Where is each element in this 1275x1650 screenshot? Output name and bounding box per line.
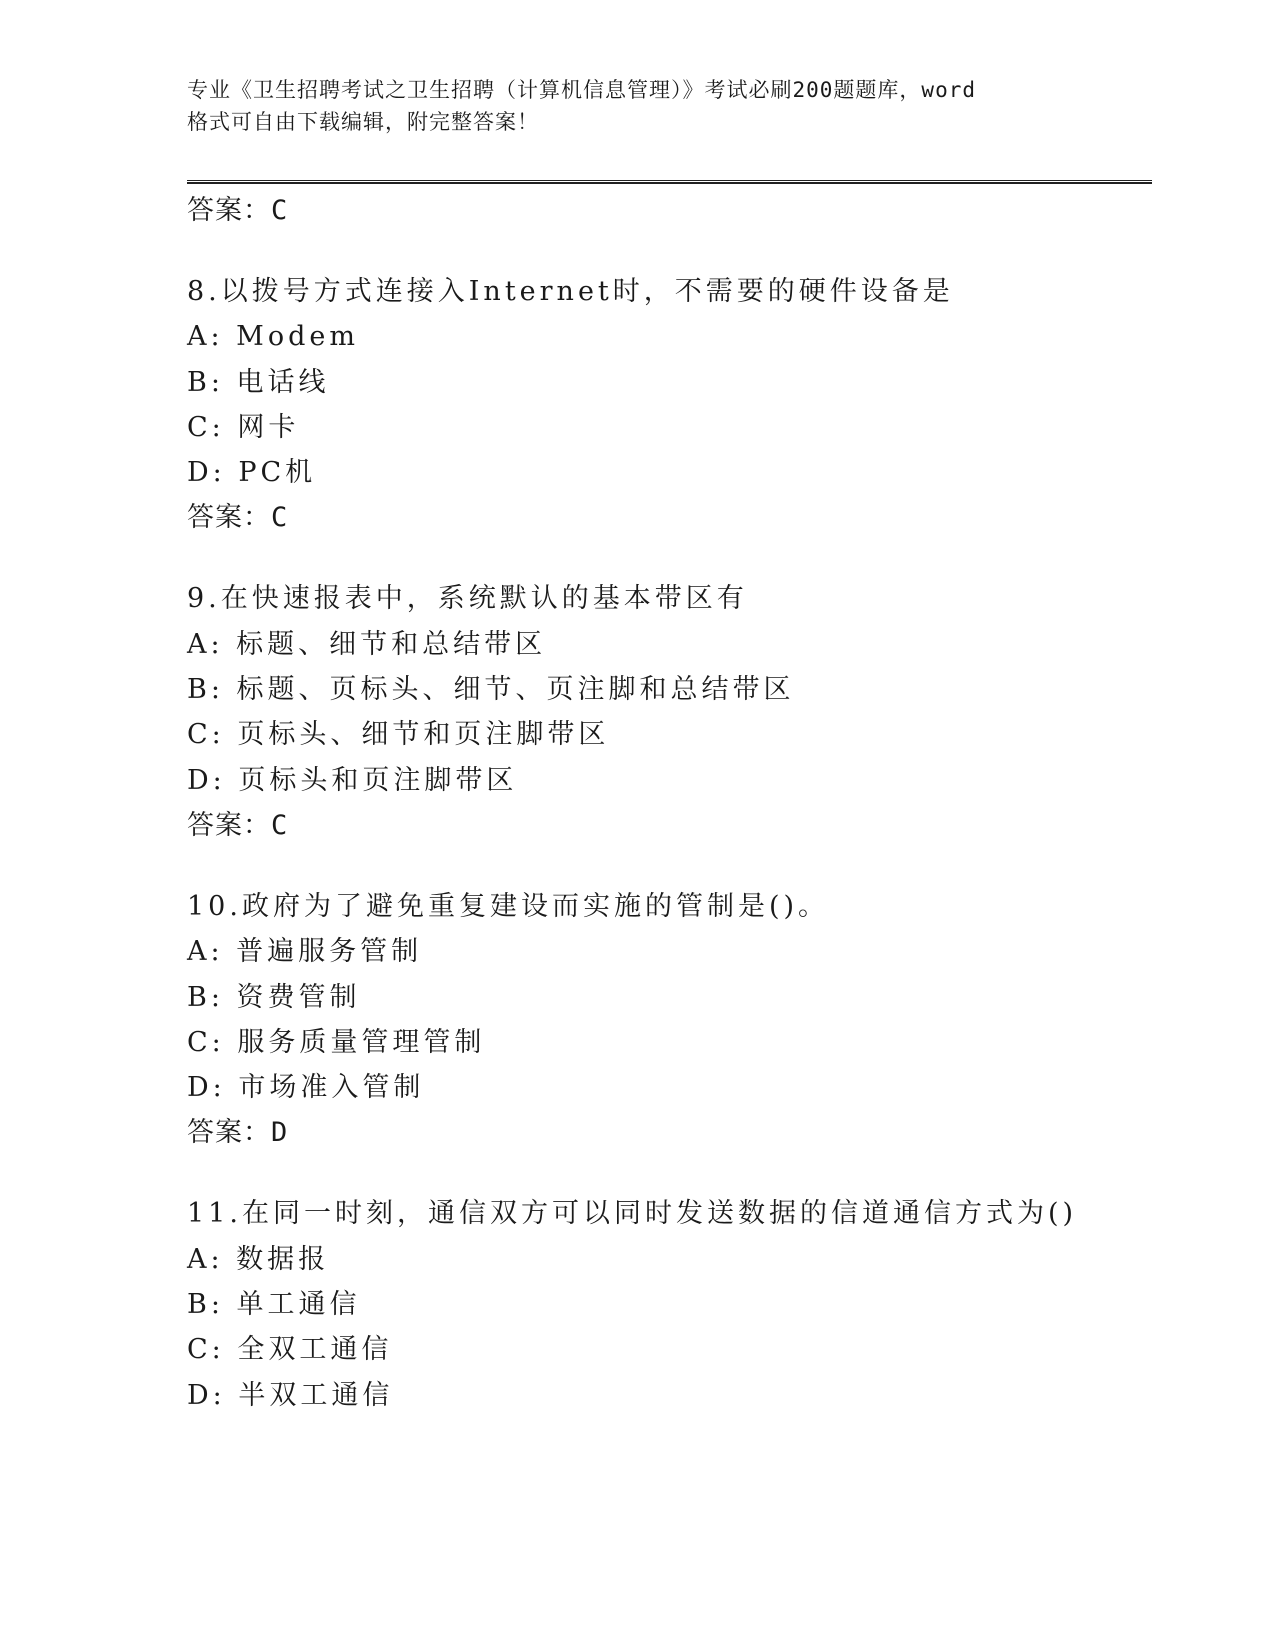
question-stem: 8.以拨号方式连接入Internet时，不需要的硬件设备是 xyxy=(187,276,954,307)
question-stem: 9.在快速报表中，系统默认的基本带区有 xyxy=(187,583,748,615)
option-d: D: 半双工通信 xyxy=(187,1379,394,1411)
answer-line: 答案：C xyxy=(187,809,289,841)
header-line-2: 格式可自由下载编辑，附完整答案！ xyxy=(187,110,539,134)
option-b: B: 电话线 xyxy=(187,366,330,398)
question-stem: 11.在同一时刻，通信双方可以同时发送数据的信道通信方式为() xyxy=(187,1198,1078,1230)
option-b: B: 标题、页标头、细节、页注脚和总结带区 xyxy=(187,674,795,706)
option-d: D: 市场准入管制 xyxy=(187,1072,425,1104)
option-b: B: 资费管制 xyxy=(187,981,361,1013)
option-b: B: 单工通信 xyxy=(187,1289,361,1321)
option-a: A: 普遍服务管制 xyxy=(187,936,423,968)
question-8 xyxy=(187,276,1152,534)
header-divider xyxy=(187,180,1152,184)
question-stem: 10.政府为了避免重复建设而实施的管制是()。 xyxy=(187,890,830,922)
answer-line: 答案：C xyxy=(187,502,289,534)
option-d: D: 页标头和页注脚带区 xyxy=(187,764,518,796)
option-c: C: 网卡 xyxy=(187,411,300,443)
question-11 xyxy=(187,1198,1152,1411)
header-line-1: 专业《卫生招聘考试之卫生招聘（计算机信息管理）》考试必刷200题题库，word xyxy=(187,78,976,102)
option-d: D: PC机 xyxy=(187,457,317,489)
option-c: C: 页标头、细节和页注脚带区 xyxy=(187,719,610,751)
answer-line: 答案：D xyxy=(187,1117,289,1149)
option-a: A: Modem xyxy=(187,321,359,353)
question-10 xyxy=(187,891,1152,1149)
document-header xyxy=(187,74,1087,138)
option-c: C: 服务质量管理管制 xyxy=(187,1026,486,1058)
question-9 xyxy=(187,583,1152,841)
option-a: A: 数据报 xyxy=(187,1243,330,1275)
option-c: C: 全双工通信 xyxy=(187,1334,393,1366)
question-list xyxy=(187,195,1152,1425)
answer-line: 答案：C xyxy=(187,195,289,226)
option-a: A: 标题、细节和总结带区 xyxy=(187,628,547,660)
